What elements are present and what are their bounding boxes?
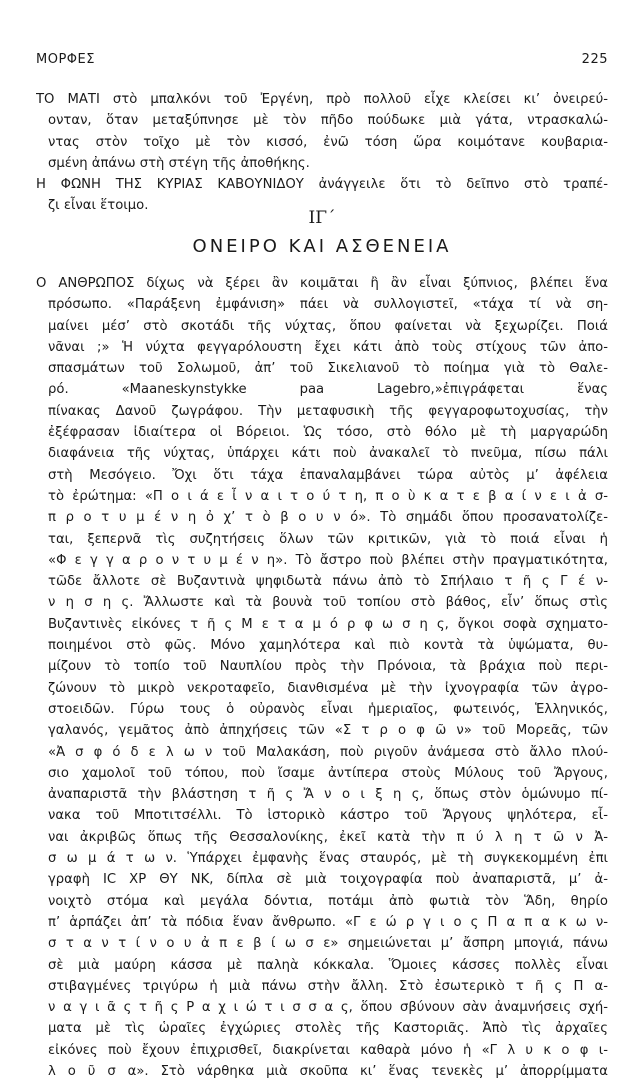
- page-number: 225: [581, 52, 608, 67]
- text-line: ζι εἶναι ἕτοιμο.: [48, 198, 149, 214]
- text-line: λ ο ῦ σ α». Στὸ νάρθηκα μιὰ σκοῦπα κι’ ἕνας τενεκὲς μ’ ἀπορρίμματα: [48, 1063, 608, 1079]
- text-line: γραφὴ IC XP ΘΥ ΝΚ, δίπλα σὲ μιὰ τοιχογραφία ποὺ ἀναπαριστᾶ, μ’ ἀ-: [48, 872, 608, 888]
- intro-paragraphs: [36, 89, 608, 217]
- text-line: τὸ ἐρώτημα: «Π ο ι ά ε ἶ ν α ι τ ο ύ τ η, π ο ὺ κ α τ ε β α ί ν ε ι ἀ σ-: [48, 488, 608, 504]
- text-line: νοιχτὸ στόμα καὶ μεγάλα δόντια, ποτάμι ἀπὸ φωτιὰ τὸν Ἅδη, θηρίο: [48, 893, 608, 909]
- text-line: Ο ΑΝΘΡΩΠΟΣ δίχως νὰ ξέρει ἂν κοιμᾶται ἢ ἂν εἶναι ξύπνιος, βλέπει ἕνα: [36, 276, 608, 291]
- main-paragraph: [36, 273, 608, 1082]
- text-line: π ρ ο τ υ μ έ ν η ὀ χ’ τ ὸ β ο υ ν ό». Τὸ σημάδι ὅπου προσανατολίζε-: [48, 510, 608, 526]
- text-line: ζώνουν τὸ μικρὸ νεκροταφεῖο, διανθισμένα μὲ τὴν ἰχνογραφία τῶν ἀγρο-: [48, 680, 608, 696]
- text-line: ν α γ ι ᾶ ς τ ῆ ς Ρ α χ ι ώ τ ι σ σ α ς, ὅπου σβύνουν σὰν ἀναμνήσεις σχή-: [48, 1000, 608, 1016]
- text-line: στοειδῶν. Γύρω τους ὁ οὐρανὸς εἶναι ἡμεριαῖος, φωτεινός, Ἑλληνικός,: [48, 701, 608, 717]
- running-title: ΜΟΡΦΕΣ: [36, 52, 95, 67]
- text-line: πίνακας Δανοῦ ζωγράφου. Τὴν μεταφυσικὴ τῆς φεγγαροφωτοχυσίας, τὴν: [48, 403, 608, 419]
- text-line: ἐξέφρασαν ἰδιαίτερα οἱ Βόρειοι. Ὡς τόσο, στὸ θόλο μὲ τὴ μαργαρώδη: [48, 425, 608, 441]
- text-line: σ τ α ν τ ί ν ο υ ἀ π ε β ί ω σ ε» σημειώνεται μ’ ἄσπρη μπογιά, πάνω: [48, 936, 608, 952]
- text-line: στὴ Μεσόγειο. Ὄχι ὅτι τάχα ἐπαναλαμβάνει τώρα αὐτὸς μ’ ἀφέλεια: [48, 467, 608, 483]
- text-line: ναι ἀκριβῶς ὅπως τῆς Θεσσαλονίκης, ἐκεῖ κατὰ τὴν π ύ λ η τ ῶ ν Ἀ-: [48, 829, 608, 845]
- section-title: ΟΝΕΙΡΟ ΚΑΙ ΑΣΘΕΝΕΙΑ: [192, 236, 452, 257]
- text-line: στιβαγμένες τριγύρω ἡ μιὰ πάνω στὴν ἄλλη. Στὸ ἐσωτερικὸ τ ῆ ς Π α-: [48, 978, 608, 994]
- text-line: σὲ μιὰ μαύρη κάσσα μὲ παληὰ κόκκαλα. Ὅμοιες κάσσες πολλὲς εἶναι: [48, 957, 608, 973]
- text-line: ματα μὲ τὶς ὡραῖες ἐγχώριες στολὲς τῆς Καστοριᾶς. Ἀπὸ τὶς ἀρχαῖες: [48, 1021, 608, 1037]
- text-line: ΤΟ ΜΑΤΙ στὸ μπαλκόνι τοῦ Ἐργένη, πρὸ πολλοῦ εἶχε κλείσει κι’ ὀνειρεύ-: [36, 92, 608, 107]
- text-line: τῶδε ἄλλοτε σὲ Βυζαντινὰ ψηφιδωτὰ πάνω ἀπὸ τὸ Σπήλαιο τ ῆ ς Γ έ ν-: [48, 574, 608, 590]
- text-line: πρόσωπο. «Παράξενη ἐμφάνιση» πάει νὰ συλλογιστεῖ, «τάχα τί νὰ ση-: [48, 297, 608, 313]
- text-line: «Ἀ σ φ ό δ ε λ ω ν τοῦ Μαλακάση, ποὺ ριγοῦν ἀνάμεσα στὸ ἄλλο πλού-: [48, 744, 608, 760]
- text-line: ν η σ η ς. Ἄλλωστε καὶ τὰ βουνὰ τοῦ τοπίου στὸ βάθος, εἶν’ ὅπως στὶς: [48, 595, 608, 611]
- text-line: π’ ἁρπάζει ἀπ’ τὰ πόδια ἕναν ἄνθρωπο. «Γ ε ώ ρ γ ι ο ς Π α π α κ ω ν-: [48, 914, 608, 930]
- text-line: Βυζαντινὲς εἰκόνες τ ῆ ς Μ ε τ α μ ό ρ φ ω σ η ς, ὄγκοι σοφὰ σχηματο-: [48, 616, 608, 632]
- text-line: ονταν, ὅταν μεταξύπνησε μὲ τὸν πῆδο πούδωκε μιὰ γάτα, ντρασκαλώ-: [48, 113, 608, 129]
- text-line: μίζουν τὸ τοπίο τοῦ Ναυπλίου πρὸς τὴν Πρόνοια, τὰ βράχια ποὺ περι-: [48, 659, 608, 675]
- text-line: ποιημένοι στὸ φῶς. Μόνο χαμηλότερα καὶ πιὸ κοντὰ τὰ ὑψώματα, θυ-: [48, 638, 608, 654]
- text-line: σ ω μ ά τ ω ν. Ὑπάρχει ἐμφανὴς ἕνας σταυρός, μὲ τὴ συγκεκομμένη ἐπι: [48, 851, 608, 867]
- text-line: μαίνει μέσ’ στὸ σκοτάδι τῆς νύχτας, ὅπου φαίνεται νὰ ξεχωρίζει. Ποιά: [48, 318, 608, 334]
- text-line: ἀναπαριστᾶ τὴν βλάστηση τ ῆ ς Ἄ ν ο ι ξ η ς, ὅπως στὸν ὁμώνυμο πί-: [48, 787, 608, 803]
- text-line: Η ΦΩΝΗ ΤΗΣ ΚΥΡΙΑΣ ΚΑΒΟΥΝΙΔΟΥ ἀνάγγειλε ὅτι τὸ δεῖπνο στὸ τραπέ-: [36, 177, 608, 193]
- running-head: [36, 52, 608, 70]
- section-number: ΙΓ΄: [308, 208, 336, 228]
- text-line: γαλανός, γεμᾶτος ἀπὸ ἀπηχήσεις τῶν «Σ τ ρ ο φ ῶ ν» τοῦ Μορεᾶς, τῶν: [48, 723, 608, 739]
- text-line: ται, ξεπερνᾶ τὶς συζητήσεις ὅλων τῶν κριτικῶν, γιὰ τὸ ποιά εἶναι ἡ: [48, 531, 608, 547]
- text-line: ρό. «Maaneskynstykke paa Lagebro,»ἐπιγράφεται ἕνας: [48, 382, 608, 398]
- text-line: νακα τοῦ Μποτιτσέλλι. Τὸ ἱστορικὸ κάστρο τοῦ Ἄργους ψηλότερα, εἶ-: [48, 808, 608, 824]
- text-line: σιο χαμολοῖ τοῦ τόπου, ποὺ ἴσαμε ἀντίπερα στοὺς Μύλους τοῦ Ἄργους,: [48, 765, 608, 781]
- text-line: νᾶναι ;» Ἡ νύχτα φεγγαρόλουστη ἔχει κάτι ἀπὸ τοὺς στίχους τῶν ἀπο-: [48, 339, 608, 355]
- text-line: εἰκόνες ποὺ ἔχουν ἐπιχρισθεῖ, διακρίνεται καθαρὰ μόνο ἡ «Γ λ υ κ ο φ ι-: [48, 1042, 608, 1058]
- text-line: σπασμάτων τοῦ Σολωμοῦ, ἀπ’ τοῦ Σικελιανοῦ τὸ ποίημα γιὰ τὸ Θαλε-: [48, 361, 608, 377]
- text-line: ντας στὸν τοῖχο μὲ τὸν κισσό, ἐνῶ τόση ὥρα κοιμότανε κουβαρια-: [48, 134, 608, 150]
- text-line: διαφάνεια τῆς νύχτας, ὑπάρχει κάτι ποὺ ἀνακαλεῖ τὸ πνεῦμα, πίσω πάλι: [48, 446, 608, 462]
- text-line: «Φ ε γ γ α ρ ο ν τ υ μ έ ν η». Τὸ ἄστρο ποὺ βλέπει στὴν πραγματικότητα,: [48, 552, 608, 568]
- text-line: σμένη ἀπάνω στὴ στέγη τῆς ἀποθήκης.: [48, 155, 310, 171]
